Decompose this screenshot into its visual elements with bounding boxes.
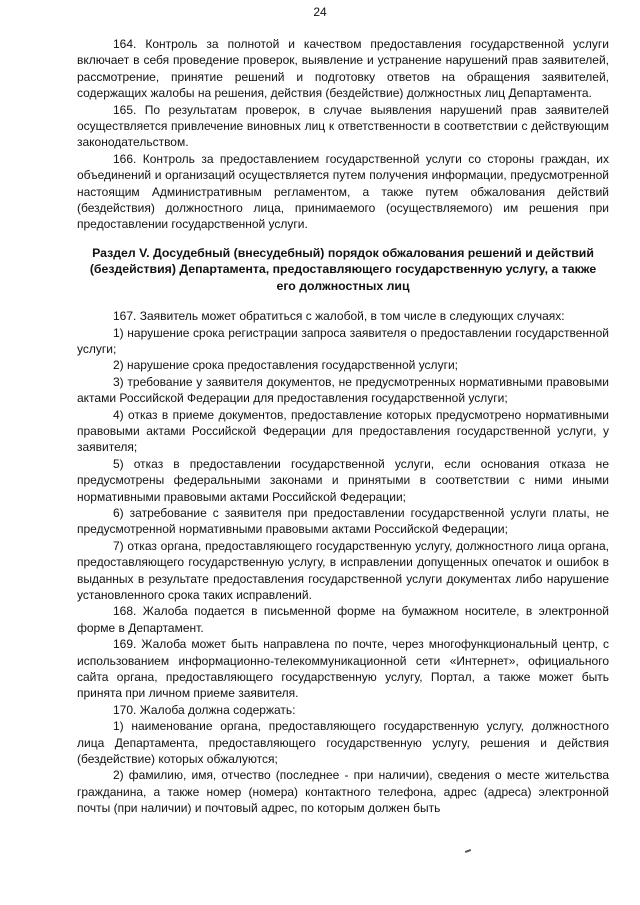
list-item-167-3: 3) требование у заявителя документов, не предусмотренных нормативными правовыми актами Российской Федерации для предоставления государственной услуги;: [77, 374, 609, 406]
paragraph-168: 168. Жалоба подается в письменной форме на бумажном носителе, в электронной форме в Департамент.: [77, 604, 609, 635]
list-item-167-6: 6) затребование с заявителя при предоставлении государственной услуги платы, не предусмотренной нормативными правовыми актами Российской Федерации;: [77, 505, 609, 537]
list-item-167-1: 1) нарушение срока регистрации запроса заявителя о предоставлении государственной услуги;: [77, 325, 609, 356]
paragraph-164: 164. Контроль за полнотой и качеством предоставления государственной услуги включает в себя проведение проверок, выявление и устранение нарушений прав заявителей, рассмотрение, принятие решений и подготовку ответов на обращения заявителей, содержащих жалобы на решения, действия (бездействие) должностных лиц Департамента.: [77, 37, 609, 101]
list-item-170-2: 2) фамилию, имя, отчество (последнее - при наличии), сведения о месте жительства гражданина, а также номер (номера) контактного телефона, адрес (адреса) электронной почты (при наличии) и почтовый адрес, по которым должен быть: [77, 768, 609, 816]
list-item-167-7: 7) отказ органа, предоставляющего государственную услугу, должностного лица органа, предоставляющего государственную услугу, в исправлении допущенных опечаток и ошибок в выданных в результате предоставления государственной услуги документах либо нарушение установленного срока таких исправлений.: [77, 538, 609, 602]
paragraph-169: 169. Жалоба может быть направлена по почте, через многофункциональный центр, с использованием информационно-телекоммуникационной сети «Интернет», официального сайта органа, предоставляющего государственную услугу, Портал, а также может быть принята при личном приеме заявителя.: [77, 637, 609, 701]
paragraph-165: 165. По результатам проверок, в случае выявления нарушений прав заявителей осуществляется привлечение виновных лиц к ответственности в соответствии с действующим законодательством.: [77, 102, 609, 150]
list-item-170-1: 1) наименование органа, предоставляющего государственную услугу, должностного лица Департамента, предоставляющего государственную услугу, решения и действия (бездействие) которых обжалуются;: [77, 719, 609, 767]
list-item-167-5: 5) отказ в предоставлении государственной услуги, если основания отказа не предусмотрены федеральными законами и принятыми в соответствии с ними иными нормативными правовыми актами Российской Федерации;: [77, 456, 609, 504]
paragraph-166: 166. Контроль за предоставлением государственной услуги со стороны граждан, их объединений и организаций осуществляется путем получения информации, предусмотренной настоящим Административным регламентом, а также путем обжалования действий (бездействия) должностного лица, принимаемого (осуществляемого) им решения при предоставлении государственной услуги.: [77, 151, 609, 232]
document-body: [77, 36, 609, 817]
page-number: 24: [313, 5, 327, 19]
paragraph-170: 170. Жалоба должна содержать:: [113, 702, 296, 717]
list-item-167-2: 2) нарушение срока предоставления государственной услуги;: [113, 358, 458, 373]
list-item-167-4: 4) отказ в приеме документов, предоставление которых предусмотрено нормативными правовыми актами Российской Федерации для предоставления государственной услуги, у заявителя;: [77, 407, 609, 455]
section-heading: Раздел V. Досудебный (внесудебный) порядок обжалования решений и действий (бездействия) Департамента, предоставляющего государственную услугу, а также его должностных лиц: [89, 245, 597, 293]
scan-artifact: [465, 849, 471, 853]
paragraph-167: 167. Заявитель может обратиться с жалобой, в том числе в следующих случаях:: [113, 309, 565, 324]
